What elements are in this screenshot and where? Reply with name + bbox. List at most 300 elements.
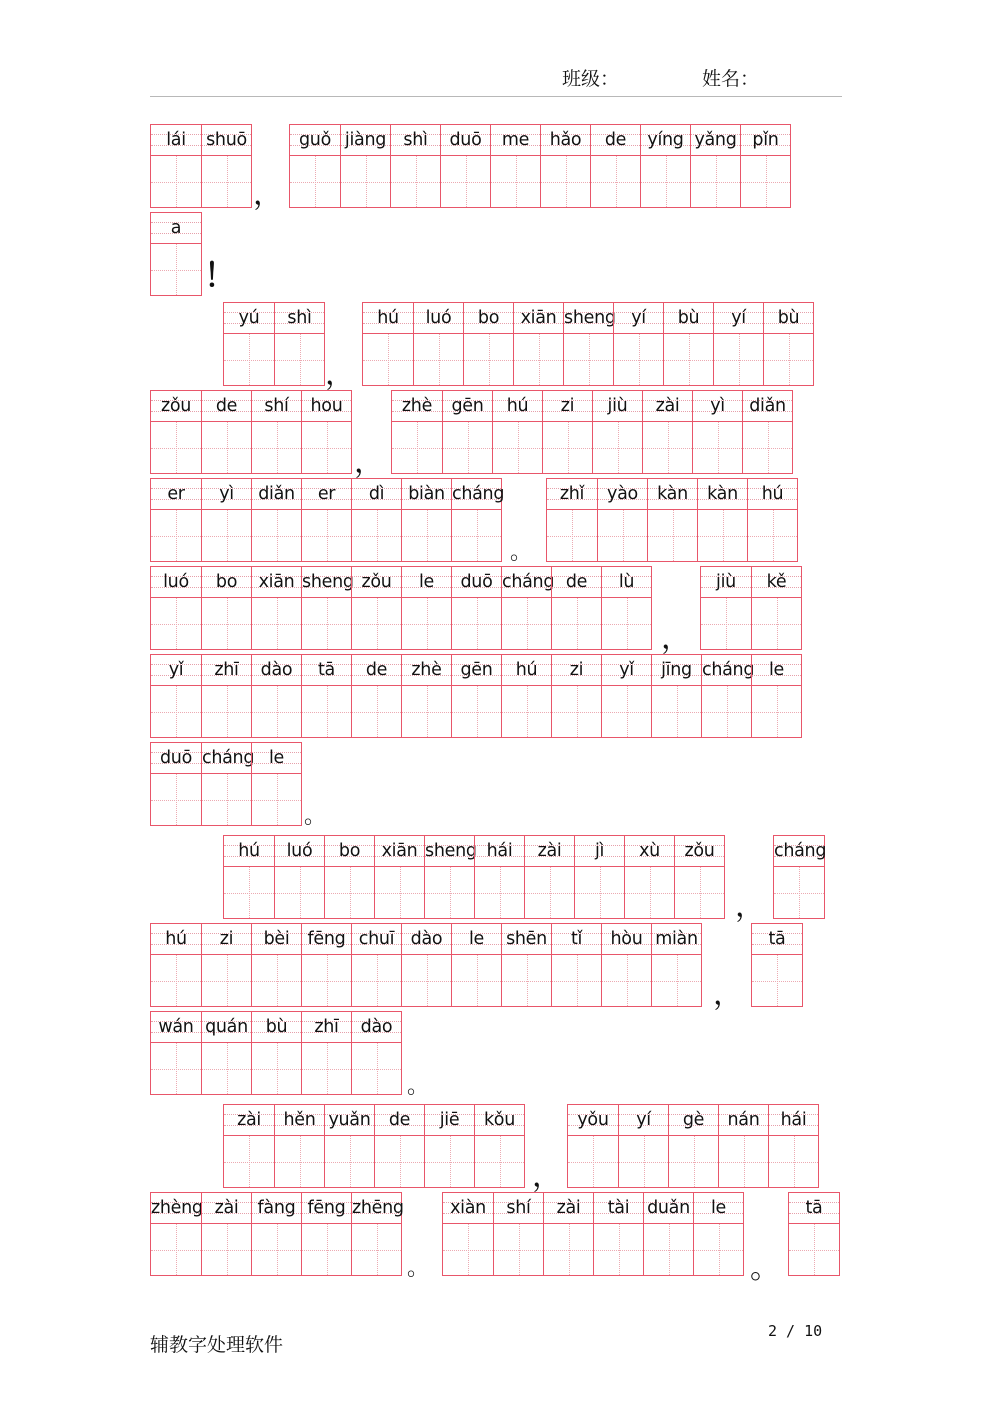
hanzi-writing-box[interactable] [202,155,251,207]
hanzi-writing-box[interactable] [752,954,802,1006]
hanzi-writing-box[interactable] [493,421,542,473]
class-label: 班级： [562,68,620,90]
hanzi-writing-box[interactable] [302,954,351,1006]
hanzi-writing-box[interactable] [552,954,601,1006]
hanzi-writing-box[interactable] [675,866,724,918]
hanzi-writing-box[interactable] [252,773,301,825]
punctuation-mark: 。 [407,1256,430,1281]
pinyin-syllable: hú [165,929,187,949]
pinyin-cell [251,655,301,737]
pinyin-cell [201,125,251,207]
pinyin-syllable: duō [460,572,493,592]
hanzi-writing-box[interactable] [664,333,713,385]
pinyin-group [289,124,791,208]
pinyin-syllable: yǒu [577,1110,609,1130]
pinyin-group [362,302,814,386]
hanzi-writing-box[interactable] [224,866,274,918]
hanzi-writing-box[interactable] [502,597,551,649]
pinyin-syllable: sheng [564,308,616,328]
hanzi-writing-box[interactable] [425,1135,474,1187]
hanzi-writing-box[interactable] [352,1042,401,1094]
hanzi-writing-box[interactable] [402,954,451,1006]
hanzi-writing-box[interactable] [452,685,501,737]
pinyin-syllable: er [167,484,185,504]
hanzi-writing-box[interactable] [475,866,524,918]
hanzi-writing-box[interactable] [151,155,201,207]
hanzi-writing-box[interactable] [452,597,501,649]
pinyin-group [391,390,793,474]
pinyin-group [223,1104,525,1188]
pinyin-syllable: le [418,572,435,592]
pinyin-cell [597,479,647,561]
hanzi-writing-box[interactable] [652,954,701,1006]
pinyin-cell [690,125,740,207]
hanzi-writing-box[interactable] [363,333,413,385]
pinyin-syllable: duō [159,748,192,768]
pinyin-cell [501,924,551,1006]
pinyin-cell [492,391,542,473]
hanzi-writing-box[interactable] [252,1223,301,1275]
pinyin-syllable: hú [238,841,260,861]
pinyin-cell [490,125,540,207]
pinyin-cell [551,655,601,737]
hanzi-writing-box[interactable] [714,333,763,385]
pinyin-cell [274,303,324,385]
pinyin-syllable: hǎo [549,130,582,150]
hanzi-writing-box[interactable] [375,1135,424,1187]
pinyin-syllable: biàn [408,484,445,504]
hanzi-writing-box[interactable] [752,597,801,649]
pinyin-cell [151,655,201,737]
pinyin-syllable: de [604,130,627,150]
pinyin-group [223,302,325,386]
pinyin-syllable: zhī [314,1017,339,1037]
hanzi-writing-box[interactable] [352,954,401,1006]
pinyin-cell [301,567,354,649]
pinyin-cell [251,1193,301,1275]
pinyin-cell [351,924,401,1006]
pinyin-group [150,124,252,208]
hanzi-writing-box[interactable] [302,685,351,737]
pinyin-cell [201,567,251,649]
pinyin-cell [301,391,351,473]
hanzi-writing-box[interactable] [425,866,474,918]
pinyin-cell [451,924,501,1006]
pinyin-cell [251,924,301,1006]
pinyin-group [150,654,802,738]
pinyin-cell [201,1193,251,1275]
punctuation-mark: ！ [204,256,237,294]
hanzi-writing-box[interactable] [652,685,701,737]
pinyin-syllable: zi [219,929,234,949]
hanzi-writing-box[interactable] [151,509,201,561]
pinyin-cell [274,836,324,918]
pinyin-group [751,923,803,1007]
hanzi-writing-box[interactable] [151,243,201,295]
pinyin-cell [351,567,401,649]
pinyin-cell [540,125,590,207]
pinyin-cell [374,1105,424,1187]
pinyin-syllable: de [215,396,238,416]
pinyin-syllable: shì [403,130,428,150]
hanzi-writing-box[interactable] [202,954,251,1006]
hanzi-writing-box[interactable] [619,1135,668,1187]
hanzi-writing-box[interactable] [475,1135,524,1187]
pinyin-cell [601,655,651,737]
pinyin-syllable: gēn [451,396,484,416]
hanzi-writing-box[interactable] [594,1223,643,1275]
hanzi-writing-box[interactable] [302,597,351,649]
hanzi-writing-box[interactable] [202,421,251,473]
pinyin-cell [593,1193,643,1275]
hanzi-writing-box[interactable] [252,954,301,1006]
hanzi-writing-box[interactable] [693,421,742,473]
pinyin-syllable: duō [449,130,482,150]
pinyin-group [150,1192,402,1276]
hanzi-writing-box[interactable] [641,155,690,207]
hanzi-writing-box[interactable] [552,597,601,649]
hanzi-writing-box[interactable] [151,421,201,473]
hanzi-writing-box[interactable] [575,866,624,918]
hanzi-writing-box[interactable] [151,773,201,825]
pinyin-syllable: me [501,130,530,150]
pinyin-cell [451,655,501,737]
pinyin-syllable: jì [594,841,605,861]
pinyin-syllable: de [565,572,588,592]
pinyin-cell [274,1105,324,1187]
hanzi-writing-box[interactable] [202,1223,251,1275]
pinyin-cell [463,303,513,385]
pinyin-syllable: bo [338,841,361,861]
pinyin-cell [592,391,642,473]
pinyin-syllable: kǒu [483,1110,516,1130]
pinyin-group [150,390,352,474]
hanzi-writing-box[interactable] [602,597,651,649]
pinyin-cell [301,1193,351,1275]
hanzi-writing-box[interactable] [414,333,463,385]
pinyin-syllable: yǎng [694,130,737,150]
hanzi-writing-box[interactable] [402,509,451,561]
pinyin-cell [718,1105,768,1187]
pinyin-cell [601,924,651,1006]
punctuation-mark: ， [325,357,355,392]
hanzi-writing-box[interactable] [741,155,790,207]
pinyin-syllable: fàng [257,1198,296,1218]
pinyin-cell [613,303,663,385]
pinyin-syllable: zǒu [684,841,715,861]
hanzi-writing-box[interactable] [151,597,201,649]
pinyin-syllable: jiù [716,572,736,592]
pinyin-syllable: bèi [263,929,290,949]
hanzi-writing-box[interactable] [402,685,451,737]
pinyin-cell [590,125,640,207]
hanzi-writing-box[interactable] [491,155,540,207]
pinyin-cell [647,479,697,561]
pinyin-syllable: yú [238,308,260,328]
hanzi-writing-box[interactable] [547,509,597,561]
hanzi-writing-box[interactable] [202,1042,251,1094]
pinyin-cell [543,1193,593,1275]
pinyin-cell [224,1105,274,1187]
hanzi-writing-box[interactable] [748,509,797,561]
hanzi-writing-box[interactable] [290,155,340,207]
hanzi-writing-box[interactable] [752,685,801,737]
hanzi-writing-box[interactable] [719,1135,768,1187]
pinyin-cell [451,567,501,649]
pinyin-syllable: pǐn [752,130,779,150]
pinyin-cell [752,924,802,1006]
pinyin-syllable: dào [260,660,293,680]
pinyin-cell [392,391,442,473]
hanzi-writing-box[interactable] [302,1042,351,1094]
punctuation-mark: 。 [510,540,533,565]
pinyin-syllable: jiē [439,1110,460,1130]
hanzi-writing-box[interactable] [691,155,740,207]
pinyin-syllable: hú [377,308,399,328]
pinyin-group [150,212,202,296]
hanzi-writing-box[interactable] [625,866,674,918]
pinyin-syllable: a [170,218,182,238]
hanzi-writing-box[interactable] [151,954,201,1006]
hanzi-writing-box[interactable] [543,421,592,473]
pinyin-syllable: gēn [460,660,493,680]
hanzi-writing-box[interactable] [701,597,751,649]
pinyin-cell [340,125,390,207]
pinyin-cell [413,303,463,385]
pinyin-syllable: jiù [607,396,628,416]
pinyin-cell [224,303,274,385]
hanzi-writing-box[interactable] [151,685,201,737]
hanzi-writing-box[interactable] [443,421,492,473]
pinyin-cell [697,479,747,561]
pinyin-syllable: tā [768,929,786,949]
pinyin-syllable: shuō [206,130,247,150]
pinyin-cell [201,391,251,473]
pinyin-cell [701,655,755,737]
software-footer: 辅教字处理软件 [150,1334,284,1356]
pinyin-cell [151,567,201,649]
hanzi-writing-box[interactable] [341,155,390,207]
pinyin-syllable: zhè [411,660,442,680]
pinyin-group [546,478,798,562]
hanzi-writing-box[interactable] [552,685,601,737]
hanzi-writing-box[interactable] [591,155,640,207]
pinyin-cell [763,303,813,385]
pinyin-syllable: hái [780,1110,807,1130]
hanzi-writing-box[interactable] [769,1135,818,1187]
pinyin-cell [324,836,374,918]
pinyin-syllable: le [768,660,785,680]
hanzi-writing-box[interactable] [514,333,563,385]
hanzi-writing-box[interactable] [502,685,551,737]
pinyin-syllable: quán [205,1017,248,1037]
pinyin-cell [351,479,401,561]
hanzi-writing-box[interactable] [614,333,663,385]
punctuation-mark: ， [354,445,384,480]
hanzi-writing-box[interactable] [275,333,324,385]
pinyin-cell [351,1012,401,1094]
hanzi-writing-box[interactable] [648,509,697,561]
pinyin-syllable: yí [636,1110,651,1130]
pinyin-syllable: le [710,1198,727,1218]
hanzi-writing-box[interactable] [602,685,651,737]
pinyin-cell [451,479,505,561]
hanzi-writing-box[interactable] [352,685,401,737]
hanzi-writing-box[interactable] [602,954,651,1006]
pinyin-cell [547,479,597,561]
pinyin-cell [642,391,692,473]
hanzi-writing-box[interactable] [302,1223,351,1275]
hanzi-writing-box[interactable] [702,685,751,737]
pinyin-syllable: zi [560,396,575,416]
hanzi-writing-box[interactable] [568,1135,618,1187]
pinyin-cell [201,1012,251,1094]
hanzi-writing-box[interactable] [202,509,251,561]
pinyin-syllable: shì [287,308,312,328]
hanzi-writing-box[interactable] [375,866,424,918]
hanzi-writing-box[interactable] [302,509,351,561]
pinyin-syllable: cháng [702,660,755,680]
hanzi-writing-box[interactable] [392,421,442,473]
hanzi-writing-box[interactable] [544,1223,593,1275]
pinyin-cell [768,1105,818,1187]
pinyin-syllable: le [268,748,285,768]
hanzi-writing-box[interactable] [151,1223,201,1275]
pinyin-cell [201,924,251,1006]
punctuation-mark: ， [735,889,765,924]
punctuation-mark: ， [253,177,283,212]
pinyin-syllable: fēng [307,929,346,949]
hanzi-writing-box[interactable] [502,954,551,1006]
pinyin-cell [618,1105,668,1187]
pinyin-syllable: yí [631,308,646,328]
pinyin-group [223,835,725,919]
hanzi-writing-box[interactable] [252,597,301,649]
hanzi-writing-box[interactable] [593,421,642,473]
pinyin-cell [301,924,351,1006]
hanzi-writing-box[interactable] [325,866,374,918]
pinyin-syllable: tā [805,1198,823,1218]
pinyin-syllable: dào [360,1017,393,1037]
pinyin-syllable: diǎn [749,396,786,416]
hanzi-writing-box[interactable] [774,866,824,918]
pinyin-syllable: luó [425,308,452,328]
pinyin-cell [643,1193,693,1275]
pinyin-syllable: de [365,660,388,680]
pinyin-cell [501,567,555,649]
hanzi-writing-box[interactable] [789,1223,839,1275]
hanzi-writing-box[interactable] [464,333,513,385]
pinyin-syllable: zi [569,660,584,680]
hanzi-writing-box[interactable] [202,685,251,737]
hanzi-writing-box[interactable] [325,1135,374,1187]
hanzi-writing-box[interactable] [452,509,501,561]
pinyin-syllable: sheng [302,572,354,592]
hanzi-writing-box[interactable] [443,1223,493,1275]
pinyin-syllable: zǒu [160,396,192,416]
hanzi-writing-box[interactable] [202,597,251,649]
pinyin-cell [524,836,574,918]
pinyin-group [788,1192,840,1276]
pinyin-syllable: tǐ [570,929,583,949]
pinyin-syllable: shí [506,1198,531,1218]
hanzi-writing-box[interactable] [525,866,574,918]
pinyin-syllable: le [468,929,485,949]
pinyin-cell [651,924,701,1006]
pinyin-syllable: duǎn [647,1198,690,1218]
hanzi-writing-box[interactable] [151,1042,201,1094]
hanzi-writing-box[interactable] [352,597,401,649]
hanzi-writing-box[interactable] [275,866,324,918]
pinyin-syllable: zhǐ [559,484,585,504]
hanzi-writing-box[interactable] [441,155,490,207]
hanzi-writing-box[interactable] [252,509,301,561]
hanzi-writing-box[interactable] [302,421,351,473]
hanzi-writing-box[interactable] [252,1042,301,1094]
pinyin-syllable: luó [163,572,189,592]
hanzi-writing-box[interactable] [275,1135,324,1187]
pinyin-syllable: kě [766,572,787,592]
pinyin-syllable: cháng [202,748,255,768]
pinyin-cell [442,391,492,473]
hanzi-writing-box[interactable] [402,597,451,649]
pinyin-group [150,478,505,562]
hanzi-writing-box[interactable] [352,1223,401,1275]
pinyin-cell [742,391,792,473]
pinyin-cell [574,836,624,918]
hanzi-writing-box[interactable] [202,773,251,825]
pinyin-syllable: zài [556,1198,581,1218]
pinyin-group [150,923,702,1007]
hanzi-writing-box[interactable] [564,333,613,385]
pinyin-syllable: dì [368,484,385,504]
hanzi-writing-box[interactable] [643,421,692,473]
pinyin-syllable: hòu [610,929,643,949]
pinyin-syllable: kàn [707,484,738,504]
hanzi-writing-box[interactable] [669,1135,718,1187]
pinyin-syllable: hú [506,396,529,416]
hanzi-writing-box[interactable] [352,509,401,561]
pinyin-syllable: zhè [401,396,433,416]
hanzi-writing-box[interactable] [224,333,274,385]
pinyin-cell [151,1193,201,1275]
hanzi-writing-box[interactable] [764,333,813,385]
pinyin-cell [151,479,201,561]
hanzi-writing-box[interactable] [391,155,440,207]
hanzi-writing-box[interactable] [743,421,792,473]
pinyin-syllable: dào [410,929,443,949]
hanzi-writing-box[interactable] [252,421,301,473]
pinyin-cell [363,303,413,385]
hanzi-writing-box[interactable] [452,954,501,1006]
pinyin-syllable: zài [214,1198,239,1218]
pinyin-syllable: hú [761,484,784,504]
pinyin-syllable: yǐ [619,660,634,680]
pinyin-syllable: hú [515,660,538,680]
pinyin-cell [493,1193,543,1275]
hanzi-writing-box[interactable] [494,1223,543,1275]
hanzi-writing-box[interactable] [694,1223,743,1275]
hanzi-writing-box[interactable] [224,1135,274,1187]
hanzi-writing-box[interactable] [644,1223,693,1275]
pinyin-syllable: bù [677,308,700,328]
hanzi-writing-box[interactable] [252,685,301,737]
hanzi-writing-box[interactable] [541,155,590,207]
hanzi-writing-box[interactable] [698,509,747,561]
pinyin-cell [424,1105,474,1187]
punctuation-mark: 。 [750,1251,780,1286]
hanzi-writing-box[interactable] [598,509,647,561]
